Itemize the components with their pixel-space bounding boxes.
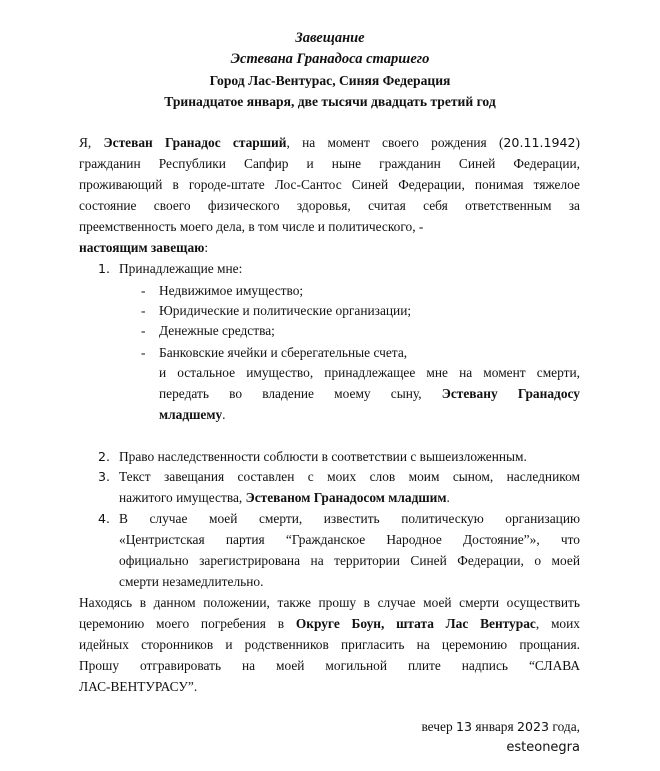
document-title: Завещание	[295, 30, 365, 46]
intro-line-2: гражданин Республики Сапфир и ныне гражданин Синей Федерации,	[79, 156, 580, 171]
item-2-text: Право наследственности соблюсти в соответствии с вышеизложенным.	[119, 449, 527, 464]
item-4-line-2: «Центристская партия “Гражданское Народное Достояние”», что	[119, 532, 580, 547]
signature-date	[421, 717, 580, 737]
document-date: Тринадцатое января, две тысячи двадцать третий год	[164, 94, 496, 109]
dash-bullet: -	[141, 323, 146, 338]
heir-name: Эстевану Гранадосу	[441, 386, 580, 401]
sub-item-3: Денежные средства;	[159, 323, 275, 338]
intro-line-1	[79, 133, 580, 153]
item-1-text: Принадлежащие мне:	[119, 261, 243, 276]
document-subtitle: Эстевана Гранадоса старшего	[230, 51, 430, 67]
signature-text: вечер	[421, 719, 457, 734]
intro-text: )	[575, 135, 580, 150]
intro-text: , на момент своего рождения (	[286, 135, 504, 150]
sub-item-2: Юридические и политические организации;	[159, 303, 412, 318]
dash-bullet: -	[141, 303, 146, 318]
testator-name: Эстеван Гранадос старший	[103, 135, 287, 150]
signature-text: года,	[549, 719, 580, 734]
item-number: 2.	[98, 449, 111, 464]
dash-bullet: -	[141, 345, 146, 360]
item-3-line-2	[119, 488, 450, 508]
intro-text: Я,	[79, 135, 104, 150]
birth-date: 20.11.1942	[503, 135, 576, 150]
closing-line-2	[79, 614, 580, 634]
sub-item-1: Недвижимое имущество;	[159, 283, 304, 298]
bequeath-text: настоящим завещаю	[79, 240, 205, 255]
intro-line-3: проживающий в городе-штате Лос-Сантос Синей Федерации, понимая тяжелое	[79, 177, 580, 192]
bequeath-line	[79, 238, 208, 258]
item-3-line-1: Текст завещания составлен с моих слов моим сыном, наследником	[119, 469, 580, 484]
item-1-continuation-3	[159, 405, 226, 425]
item-1-continuation-1: и остальное имущество, принадлежащее мне на момент смерти,	[159, 365, 580, 380]
closing-line-1: Находясь в данном положении, также прошу в случае моей смерти осуществить	[79, 595, 580, 610]
closing-text: церемонию моего погребения в	[79, 616, 296, 631]
closing-line-3: идейных сторонников и родственников пригласить на церемонию прощания.	[79, 637, 580, 652]
signer-name: esteonegra	[506, 740, 580, 755]
continuation-text: передать во владение моему сыну,	[159, 386, 422, 401]
heir-name-end: младшему	[159, 407, 223, 422]
item-4-line-3: официально зарегистрирована на территории Синей Федерации, о моей	[119, 553, 580, 568]
signature-day: 13	[456, 719, 473, 734]
closing-text: , моих	[535, 616, 580, 631]
intro-line-5: преемственность моего дела, в том числе и политического, -	[79, 219, 424, 234]
item-number: 3.	[98, 469, 111, 484]
closing-line-5: ЛАС-ВЕНТУРАСУ”.	[79, 679, 198, 694]
item-3-text: нажитого имущества,	[119, 490, 246, 505]
item-1-continuation-2	[159, 384, 580, 404]
dash-bullet: -	[141, 283, 146, 298]
burial-place: Округе Боун, штата Лас Вентурас	[295, 616, 536, 631]
signature-year: 2023	[517, 719, 550, 734]
period: .	[222, 407, 226, 422]
period: .	[446, 490, 450, 505]
document-city: Город Лас-Вентурас, Синяя Федерация	[209, 73, 451, 88]
item-4-line-1: В случае моей смерти, известить политическую организацию	[119, 511, 580, 526]
intro-line-4: состояние своего физического здоровья, считая себя ответственным за	[79, 198, 580, 213]
heir-name: Эстеваном Гранадосом младшим	[245, 490, 447, 505]
sub-item-4: Банковские ячейки и сберегательные счета,	[159, 345, 408, 360]
item-number: 1.	[98, 261, 111, 276]
closing-line-4: Прошу отгравировать на моей могильной плите надпись “СЛАВА	[79, 658, 580, 673]
signature-text: января	[472, 719, 518, 734]
item-4-line-4: смерти незамедлительно.	[119, 574, 264, 589]
bequeath-colon: :	[204, 240, 209, 255]
item-number: 4.	[98, 511, 111, 526]
